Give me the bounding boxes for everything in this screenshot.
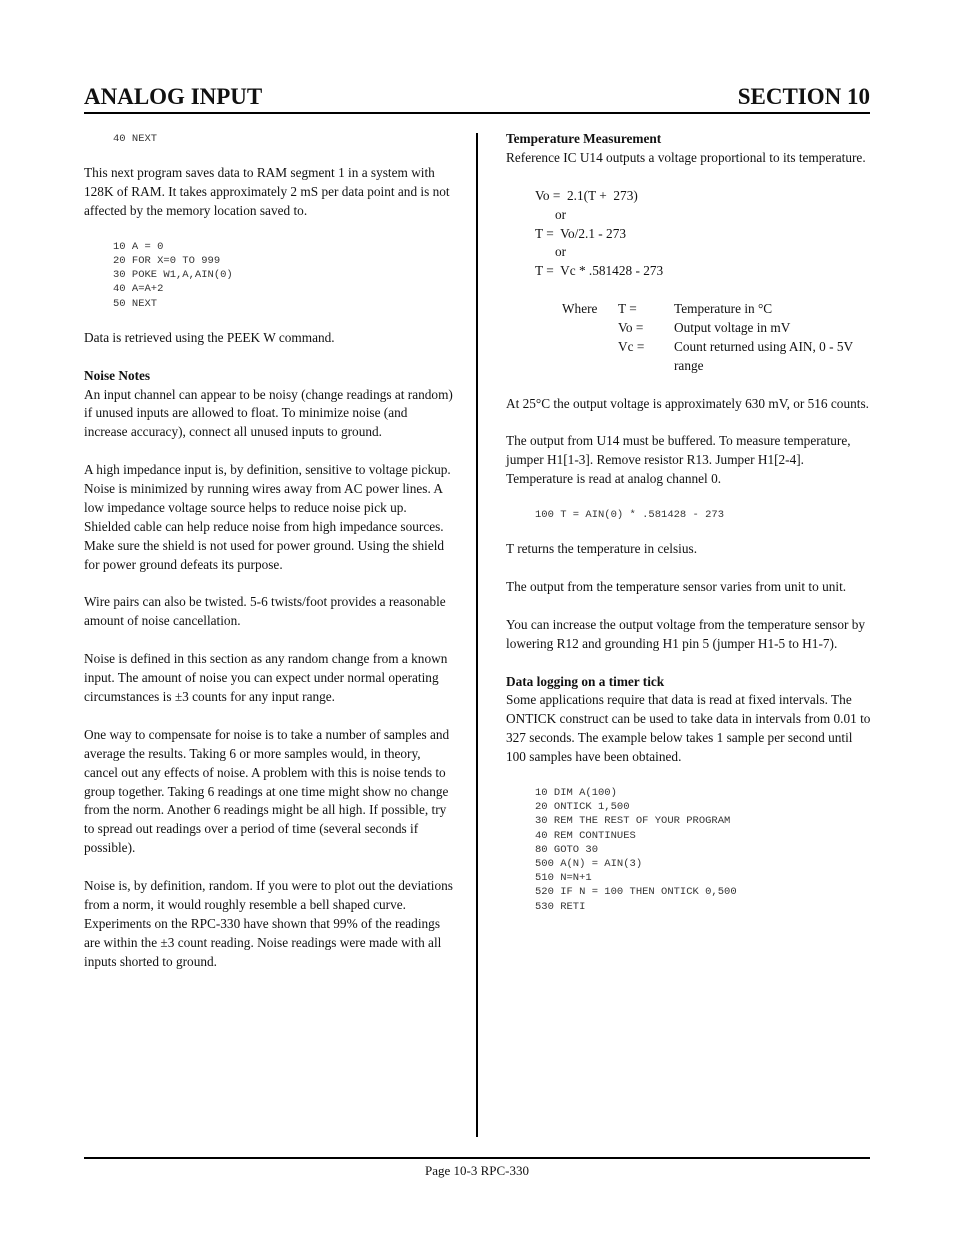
code-block: 100 T = AIN(0) * .581428 - 273 xyxy=(535,509,725,522)
paragraph: Data is retrieved using the PEEK W command. xyxy=(84,329,335,345)
section-label: SECTION 10 xyxy=(737,84,870,109)
where-label: Where xyxy=(562,301,598,317)
paragraph: A high impedance input is, by definition, sensitive to voltage pickup. Noise is minimized by running wires away from AC power lines. A low impedance voltage source helps to reduce noise pick up. Shielded cable can help reduce noise from high impedance sources. Make sure the shield is not used for power ground. Using the shield for power ground defeats its purpose. xyxy=(84,462,451,572)
where-definitions xyxy=(562,300,872,376)
paragraph: T returns the temperature in celsius. xyxy=(506,541,698,557)
paragraph: An input channel can appear to be noisy (change readings at random) if unused inputs are allowed to float. To minimize noise (and increase accuracy), connect all unused inputs to ground. xyxy=(84,386,453,440)
definition-symbol: Vo = xyxy=(618,320,644,336)
equation-block xyxy=(506,187,872,282)
paragraph: The output from U14 must be buffered. To measure temperature, jumper H1[1-3]. Remove resistor R13. Jumper H1[2-4]. Temperature is read at analog channel 0. xyxy=(506,433,851,487)
paragraph: Noise is defined in this section as any random change from a known input. The amount of noise you can expect under normal operating circumstances is ±3 counts for any input range. xyxy=(84,651,448,704)
page-header xyxy=(84,84,870,114)
equation-connector: or xyxy=(535,244,567,260)
paragraph: One way to compensate for noise is to take a number of samples and average the results. Taking 6 or more samples would, in theory, cancel out any effects of noise. A problem with this is noise tends to group together. Taking 6 readings at one time might show no change from the norm. Another 6 readings might be all high. If possible, try to spread out readings over a period of time (several seconds if possible). xyxy=(84,726,450,856)
paragraph: The output from the temperature sensor varies from unit to unit. xyxy=(506,579,847,595)
section-heading: Temperature Measurement xyxy=(506,131,662,146)
paragraph: Reference IC U14 outputs a voltage proportional to its temperature. xyxy=(506,149,866,165)
section-heading: Noise Notes xyxy=(84,367,151,383)
paragraph: This next program saves data to RAM segment 1 in a system with 128K of RAM. It takes approximately 2 mS per data point and is not affected by the memory location saved to. xyxy=(84,165,450,219)
code-block: 40 NEXT xyxy=(113,133,158,145)
paragraph: Noise is, by definition, random. If you were to plot out the deviations from a norm, it would roughly resemble a bell shaped curve. Experiments on the RPC-330 have shown that 99% of the readings are within the ±3 count reading. Noise readings were made with all inputs shorted to ground. xyxy=(84,878,453,969)
definition-text: Temperature in °C xyxy=(674,301,773,317)
left-column xyxy=(84,130,454,990)
equation: T = Vo/2.1 - 273 xyxy=(535,225,626,241)
column-divider xyxy=(476,133,478,1137)
equation-connector: or xyxy=(535,206,567,222)
section-heading: Data logging on a timer tick xyxy=(506,673,665,689)
paragraph: Some applications require that data is read at fixed intervals. The ONTICK construct can be used to take data in intervals from 0.01 to 327 seconds. The example below takes 1 sample per second until 100 samples have been obtained. xyxy=(506,692,871,765)
page-number: Page 10-3 RPC-330 xyxy=(425,1163,529,1178)
page-footer xyxy=(84,1157,870,1179)
chapter-title: ANALOG INPUT xyxy=(84,84,263,109)
right-column xyxy=(506,130,872,932)
code-block: 10 A = 0 20 FOR X=0 TO 999 30 POKE W1,A,AIN(0) 40 A=A+2 50 NEXT xyxy=(113,240,233,310)
paragraph: Wire pairs can also be twisted. 5-6 twists/foot provides a reasonable amount of noise cancellation. xyxy=(84,594,446,629)
equation: Vo = 2.1(T + 273) xyxy=(535,187,638,203)
definition-text: Count returned using AIN, 0 - 5V range xyxy=(674,338,853,373)
definition-symbol: Vc = xyxy=(618,338,645,354)
definition-text: Output voltage in mV xyxy=(674,320,791,336)
definition-symbol: T = xyxy=(618,301,637,317)
code-block: 10 DIM A(100) 20 ONTICK 1,500 30 REM THE REST OF YOUR PROGRAM 40 REM CONTINUES 80 GOTO 30 500 A(N) = AIN(3) 510 N=N+1 520 IF N = 100 THEN ONTICK 0,500 530 RETI xyxy=(535,786,737,913)
paragraph: At 25°C the output voltage is approximately 630 mV, or 516 counts. xyxy=(506,395,869,411)
equation: T = Vc * .581428 - 273 xyxy=(535,263,664,279)
paragraph: You can increase the output voltage from the temperature sensor by lowering R12 and grounding H1 pin 5 (jumper H1-5 to H1-7). xyxy=(506,616,866,651)
